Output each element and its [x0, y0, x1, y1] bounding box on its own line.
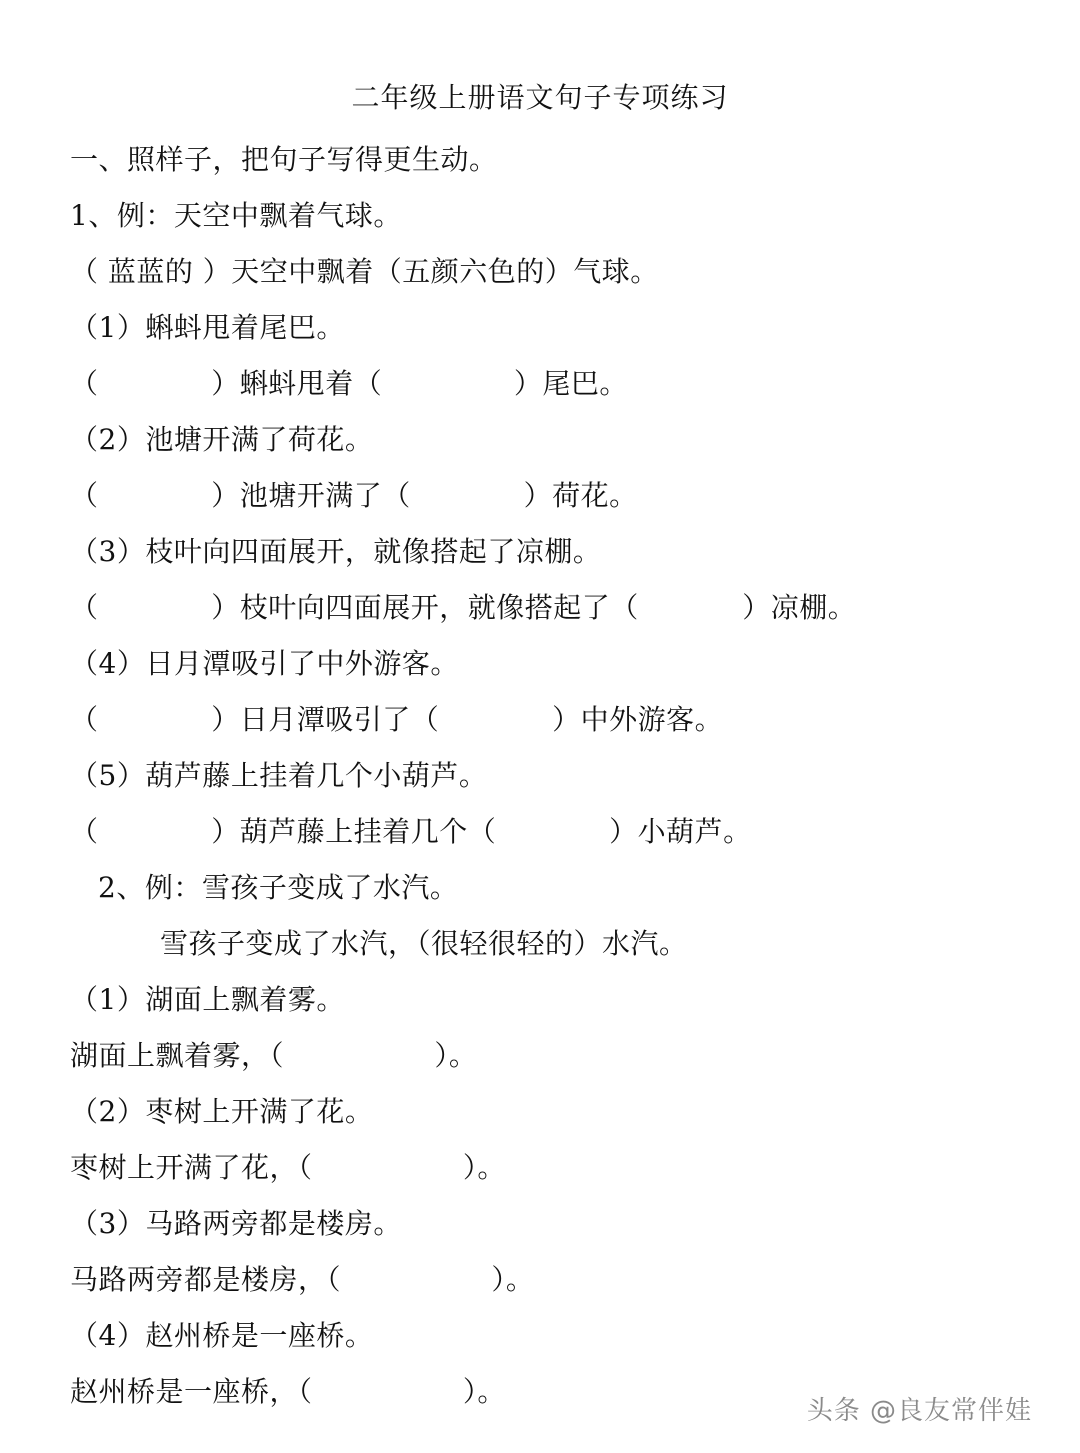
exercise-line: （ ）葫芦藤上挂着几个（ ）小葫芦。 — [70, 815, 752, 848]
exercise-line: （ 蓝蓝的 ）天空中飘着（五颜六色的）气球。 — [70, 255, 659, 288]
exercise-line: 1、例：天空中飘着气球。 — [70, 199, 402, 232]
exercise-line: （3）枝叶向四面展开，就像搭起了凉棚。 — [70, 535, 602, 568]
exercise-line: （2）池塘开满了荷花。 — [70, 423, 374, 456]
exercise-line: （1）湖面上飘着雾。 — [70, 983, 345, 1016]
exercise-line: 雪孩子变成了水汽，（很轻很轻的）水汽。 — [160, 927, 688, 960]
exercise-line: （ ）枝叶向四面展开，就像搭起了（ ）凉棚。 — [70, 591, 857, 624]
exercise-line: （ ）池塘开满了（ ）荷花。 — [70, 479, 638, 512]
page-title: 二年级上册语文句子专项练习 — [351, 81, 729, 114]
exercise-line: （ ）蝌蚪甩着（ ）尾巴。 — [70, 367, 628, 400]
exercise-line: （5）葫芦藤上挂着几个小葫芦。 — [70, 759, 488, 792]
exercise-line: 2、例：雪孩子变成了水汽。 — [98, 871, 459, 904]
exercise-line: （1）蝌蚪甩着尾巴。 — [70, 311, 345, 344]
exercise-line: （4）赵州桥是一座桥。 — [70, 1319, 374, 1352]
exercise-line: （4）日月潭吸引了中外游客。 — [70, 647, 459, 680]
exercise-line: 马路两旁都是楼房，（ ）。 — [70, 1263, 535, 1296]
exercise-line: （3）马路两旁都是楼房。 — [70, 1207, 402, 1240]
exercise-line: 赵州桥是一座桥，（ ）。 — [70, 1375, 506, 1408]
exercise-line: （2）枣树上开满了花。 — [70, 1095, 374, 1128]
exercise-line: 枣树上开满了花，（ ）。 — [70, 1151, 506, 1184]
exercise-line: （ ）日月潭吸引了（ ）中外游客。 — [70, 703, 724, 736]
watermark: 头条 @良友常伴娃 — [806, 1396, 1032, 1426]
exercise-line: 一、照样子，把句子写得更生动。 — [70, 143, 498, 176]
exercise-line: 湖面上飘着雾，（ ）。 — [70, 1039, 478, 1072]
